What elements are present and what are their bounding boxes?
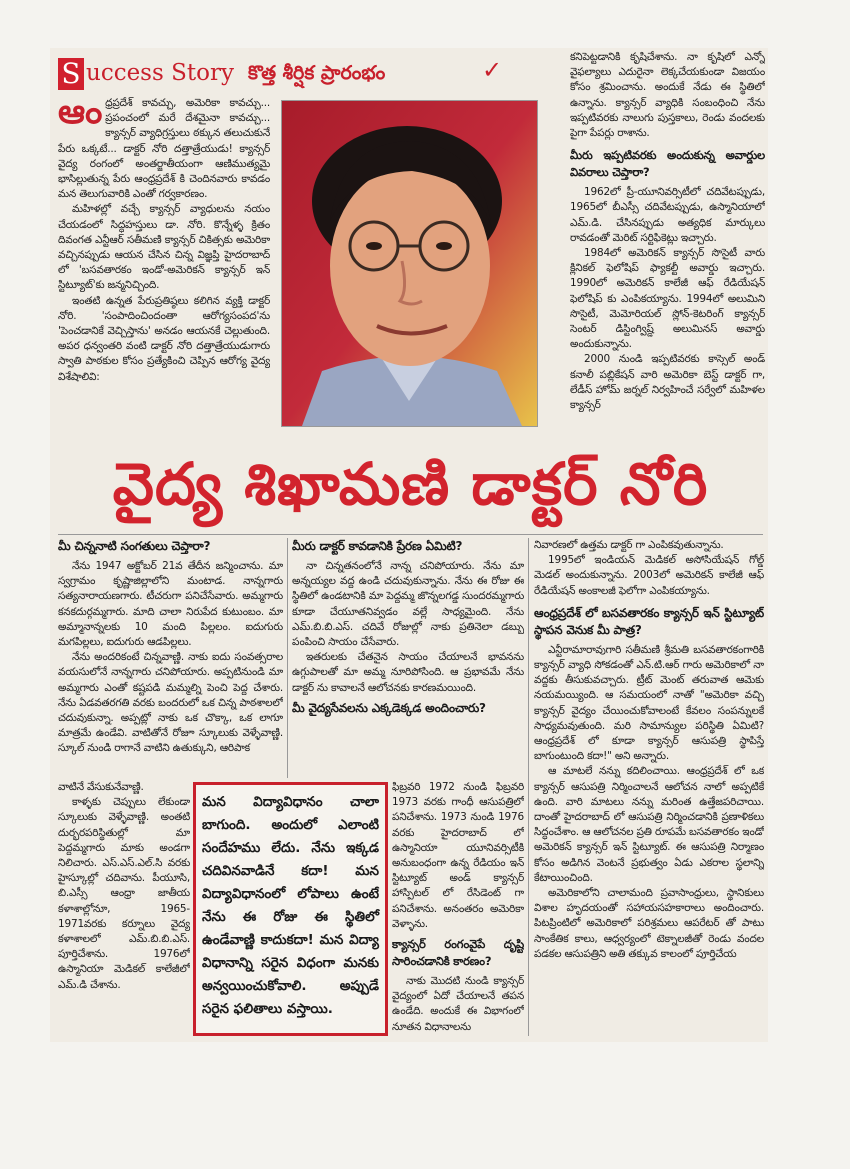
column-2-bottom	[392, 780, 524, 1036]
intro-paragraph-1: ధ్రప్రదేశ్ కావచ్చు, అమెరికా కావచ్చు... ప్రపంచంలో మరే దేశమైనా కావచ్చు... క్యాన్సర్ వ్యాధిగ్రస్తులు ఠక్కున తలుచుకునే పేరు ఒక్కటే... డాక్టర్ నోరి దత్తాత్రేయుడు! క్యాన్సర్ వైద్య రంగంలో అంతర్జాతీయంగా ఆణిముత్యమై భాసిల్లుతున్న పేరు ఆంధ్రప్రదేశ్ కి చెందినవారు కావడం మన తెలుగువారికి ఎంతో గర్వకారణం.	[58, 97, 270, 201]
doctor-portrait-photo	[281, 100, 538, 427]
col3-paragraph-5: అమెరికాలోని చాలామంది ప్రవాసాంధ్రులు, స్థానికులు విశాల హృదయంతో సహాయసహకారాలు అందించారు. పిటప్రింటిలో అమెరికాలో పరిశ్రమలు ఆపరేటర్ తో పాటు సాంకేతిక కాలు, ఆధ్వర్యంలో టెక్నాలజీతో రెండు వందల పడకల ఆసుపత్రిని అతి తక్కువ కాలంలో పూర్తిచేయ	[534, 887, 764, 960]
check-icon: ✓	[482, 56, 503, 84]
headline-rule	[58, 534, 763, 535]
question-inspiration: మీరు డాక్టర్ కావడానికి ప్రేరణ ఏమిటి?	[292, 539, 463, 553]
section-title: uccess Story	[86, 60, 234, 86]
col3-paragraph-3: ఎన్టీరామారావుగారి సతీమణి శ్రీమతి బసవతారకంగారికి క్యాన్సర్ వ్యాధి సోకడంతో ఎన్.టి.ఆర్ గారు అమెరికాలో నా వద్దకు తీసుకువచ్చారు. ట్రీట్ మెంట్ తరువాత ఆమెకు నయమయ్యింది. ఆ సమయంలో నాతో "అమెరికా వచ్చి క్యాన్సర్ వైద్యం చేయించుకోవాలంటే కేవలం సంపన్నులకే సాధ్యమవుతుంది. మరి సామాన్యుల పరిస్థితి ఏమిటి? ఆంధ్రప్రదేశ్ లో కూడా క్యాన్సర్ ఆసుపత్రి స్థాపిస్తే బాగుంటుంది కదా!" అని అన్నారు.	[534, 643, 764, 763]
intro-paragraph-2: మహిళల్లో వచ్చే క్యాన్సర్ వ్యాధులను నయం చేయడంలో సిద్ధహస్తులు డా. నోరి. కొన్నేళ్ళ క్రితం దివంగత ఎన్టీఆర్ సతీమణి క్యాన్సర్ చికిత్సకు అమెరికా వచ్చినప్పుడు ఆయన చేసిన చిన్న విజ్ఞప్తి హైదరాబాద్ లో 'బసవతారకం ఇండో-అమెరికన్ క్యాన్సర్ ఇన్ స్టిట్యూట్'కు జన్మనిచ్చింది.	[58, 203, 270, 292]
right-paragraph-3: 1984లో అమెరికన్ క్యాన్సర్ సొసైటీ వారు క్లినికల్ ఫెలోషిప్ ఫ్యాకల్టీ అవార్డు ఇచ్చారు. 1990లో అమెరికన్ కాలేజీ ఆఫ్ రేడియేషన్ ఫెలోషిప్ కు ఎంపికయ్యాను. 1994లో అలుమిని సొసైటీ, మెమోరియల్ స్లోన్-కెటరింగ్ క్యాన్సర్ సెంటర్ డిస్టింగ్విష్డ్ అలుమినస్ అవార్డు అందుకున్నాను.	[570, 247, 765, 351]
right-top-column	[570, 50, 765, 434]
column-1-top	[58, 538, 283, 780]
col3-paragraph-1: నివారణలో ఉత్తమ డాక్టర్ గా ఎంపికవుతున్నాను.	[534, 539, 724, 551]
col2-paragraph-4: నాకు మొదటి నుండి క్యాన్సర్ వైద్యంలో ఏదో చేయాలనే తపన ఉండేది. అందుకే ఈ విభాగంలో నూతన విధానాలను	[392, 975, 524, 1033]
col1-paragraph-1: నేను 1947 అక్టోబర్ 21వ తేదీన జన్మించాను. మా స్వగ్రామం కృష్ణాజిల్లాలోని మంటాడ. నాన్నగారు సత్యనారాయణగారు. టీచరుగా పనిచేసేవారు. అమ్మగారు కనకదుర్గమ్మగారు. మాది చాలా నిరుపేద కుటుంబం. మా అమ్మానాన్నలకు 10 మంది పిల్లలం. ఐదుగురు మగపిల్లలు, ఐదుగురు ఆడపిల్లలు.	[58, 560, 283, 649]
column-divider-2	[528, 538, 529, 1036]
main-headline: వైద్య శిఖామణి డాక్టర్ నోరి	[112, 450, 709, 518]
section-badge: S	[58, 58, 84, 90]
question-awards: మీరు ఇప్పటివరకు అందుకున్న అవార్డుల వివరాలు చెప్తారా?	[570, 148, 765, 180]
intro-paragraph-3: ఇంతటి ఉన్నత పేరుప్రతిష్ఠలు కలిగిన వ్యక్తి డాక్టర్ నోరి. 'సంపాదించిందంతా ఆరోగ్యసంపద'ను 'పెంచడానికే వెచ్చిస్తాను' అనడం ఆయనకే చెల్లుతుంది. అపర ధన్వంతరి వంటి డాక్టర్ నోరి దత్తాత్రేయుడుగారు స్వాతి పాఠకుల కోసం ప్రత్యేకించి చెప్పిన ఆరోగ్య వైద్య విశేషాలివి:	[58, 294, 270, 383]
col1-paragraph-3: వాటినే వేసుకునేవాణ్ణి.	[58, 781, 144, 793]
column-2-top	[292, 538, 524, 780]
question-cancer-field: క్యాన్సర్ రంగంవైపే దృష్టి సారించడానికి కారణం?	[392, 937, 524, 969]
col3-paragraph-2: 1995లో ఇండియన్ మెడికల్ అసోసియేషన్ గోల్డ్ మెడల్ అందుకున్నాను. 2003లో అమెరికన్ కాలేజీ ఆఫ్ రేడియేషన్ అంకాలజీ ఫెలోగా ఎంపికయ్యాను.	[534, 554, 764, 597]
question-services: మీ వైద్యసేవలను ఎక్కడెక్కడ అందించారు?	[292, 700, 486, 715]
section-subtitle: కొత్త శీర్షిక ప్రారంభం	[248, 62, 386, 84]
col1-paragraph-4: కాళ్ళకు చెప్పులు లేకుండా స్కూలుకు వెళ్ళేవాణ్ణి. అంతటి దుర్భరపరిస్థితుల్లో మా పెద్దమ్మగారు మాకు అండగా నిలిచారు. ఎస్.ఎస్.ఎల్.సి వరకు హైస్కూల్లో చదివాను. పీయూసి, బి.ఎస్సీ ఆంధ్రా జాతీయ కళాశాల్లోనూ, 1965-1971వరకు కర్నూలు వైద్య కళాశాలలో ఎమ్.బి.బి.ఎస్. పూర్తిచేశాను. 1976లో ఉస్మానియా మెడికల్ కాలేజీలో ఎమ్.డి చేశాను.	[58, 796, 190, 991]
pull-quote-box: మన విద్యావిధానం చాలా బాగుంది. అందులో ఎలాంటి సందేహము లేదు. నేను ఇక్కడ చదివినవాడినే కదా! మన విద్యావిధానంలో లోపాలు ఉంటే నేను ఈ రోజు ఈ స్థితిలో ఉండేవాణ్ణి కాదుకదా! మన విద్యా విధానాన్ని సరైన విధంగా మనకు అన్వయించుకోవాలి. అప్పుడే సరైన ఫలితాలు వస్తాయి.	[193, 782, 388, 1036]
column-1-bottom	[58, 780, 190, 1036]
intro-column	[58, 96, 270, 436]
col2-paragraph-3: ఫిబ్రవరి 1972 నుండి ఫిబ్రవరి 1973 వరకు గాంధీ ఆసుపత్రిలో పనిచేశాను. 1973 నుండి 1976 వరకు హైదరాబాద్ లో ఉస్మానియా యూనివర్సిటీకి అనుబంధంగా ఉన్న రేడియం ఇన్ స్టిట్యూట్ అండ్ క్యాన్సర్ హాస్పిటల్ లో రేసిడెంట్ గా పనిచేశాను. అనంతరం అమెరికా వెళ్ళాను.	[392, 781, 524, 930]
column-divider-1	[287, 538, 288, 778]
col2-paragraph-1: నా చిన్నతనంలోనే నాన్న చనిపోయారు. నేను మా అన్నయ్యల వద్ద ఉండి చదువుకున్నాను. నేను ఈ రోజు ఈ స్థితిలో ఉండటానికి మా పెద్దమ్మ జొన్నలగడ్డ సుందరమ్మగారు కూడా చేయూతనివ్వడం వల్లే సాధ్యమైంది. నేను ఎమ్.బి.బి.ఎస్. చదివే రోజుల్లో నాకు ప్రతినెలా డబ్బు పంపించి సాయం చేసేవారు.	[292, 560, 524, 649]
column-3	[534, 538, 764, 1036]
right-paragraph-1: కనిపెట్టడానికి కృషిచేశాను. నా కృషిలో ఎన్నో వైఫల్యాలు ఎదురైనా లెక్కచేయకుండా విజయం కోసం శ్రమించాను. అందుకే నేడు ఈ స్థితిలో ఉన్నాను. క్యాన్సర్ వ్యాధికి సంబంధించి నేను ఇప్పటివరకు నాలుగు పుస్తకాలు, రెండు వందలకు పైగా పేపర్లు రాశాను.	[570, 51, 765, 140]
col3-paragraph-4: ఆ మాటలే నన్ను కదిలించాయి. ఆంధ్రప్రదేశ్ లో ఒక క్యాన్సర్ ఆసుపత్రి నిర్మించాలనే ఆలోచన నాలో అప్పటికే ఉంది. వారి మాటలు నన్ను మరింత ఉత్తేజపరిచాయి. దాంతో హైదరాబాద్ లో ఆసుపత్రి నిర్మించడానికి ప్రణాళికలు సిద్ధంచేశాం. ఆ ఆలోచనల ప్రతి రూపమే బసవతారకం ఇండో అమెరికన్ క్యాన్సర్ ఇన్ స్టిట్యూట్. ఈ ఆసుపత్రి నిర్మాణం కోసం అడిగిన వెంటనే ప్రభుత్వం ఏడు ఎకరాల స్థలాన్ని కేటాయించింది.	[534, 765, 764, 884]
right-paragraph-2: 1962లో ప్రీ-యూనివర్సిటీలో చదివేటప్పుడు, 1965లో బీఎస్సీ చదివేటప్పుడు, ఉస్మానియాలో ఎమ్.డి. చేసినప్పుడు అత్యధిక మార్కులు రావడంతో మెరిట్ సర్టిఫికెట్లు ఇచ్చారు.	[570, 186, 765, 244]
col2-paragraph-2: ఇతరులకు చేతనైన సాయం చేయాలనే భావనను ఉగ్గుపాలతో మా అమ్మ నూరిపోసింది. ఆ ప్రభావమే నేను డాక్టర్ ను కావాలనే ఆలోచనకు కారణమయింది.	[292, 651, 524, 694]
question-childhood: మీ చిన్ననాటి సంగతులు చెప్తారా?	[58, 539, 211, 553]
col1-paragraph-2: నేను అందరికంటే చిన్నవాణ్ణి. నాకు ఐదు సంవత్సరాల వయసులోనే నాన్నగారు చనిపోయారు. అప్పటినుండి మా అమ్మగారు ఎంతో కష్టపడి మమ్మల్ని పెంచి పెద్ద చేశారు. నేను ఏడవతరగతి వరకు బందరులో ఒక చిన్న పాఠశాలలో చదువుకున్నా. అప్పట్లో నాకు ఒక చొక్కా, ఒక లాగూ మాత్రమే ఉండేవి. వాటితోనే రోజూ స్కూలుకు వెళ్ళేవాణ్ణి. స్కూల్ నుండి రాగానే వాటిని ఉతుక్కుని, ఆరిపాక	[58, 651, 283, 755]
drop-cap: ఆం	[58, 96, 103, 132]
right-paragraph-4: 2000 నుండి ఇప్పటివరకు కాస్సెల్ అండ్ కనాలీ పబ్లికేషన్ వారి అమెరికా బెస్ట్ డాక్టర్ గా, లేడీస్ హోమ్ జర్నల్ నిర్వహించే సర్వేలో మహిళల క్యాన్సర్	[570, 353, 765, 412]
question-basavatarakam: ఆంధ్రప్రదేశ్ లో బసవతారకం క్యాన్సర్ ఇన్ స్టిట్యూట్ స్థాపన వెనుక మీ పాత్ర?	[534, 605, 764, 637]
